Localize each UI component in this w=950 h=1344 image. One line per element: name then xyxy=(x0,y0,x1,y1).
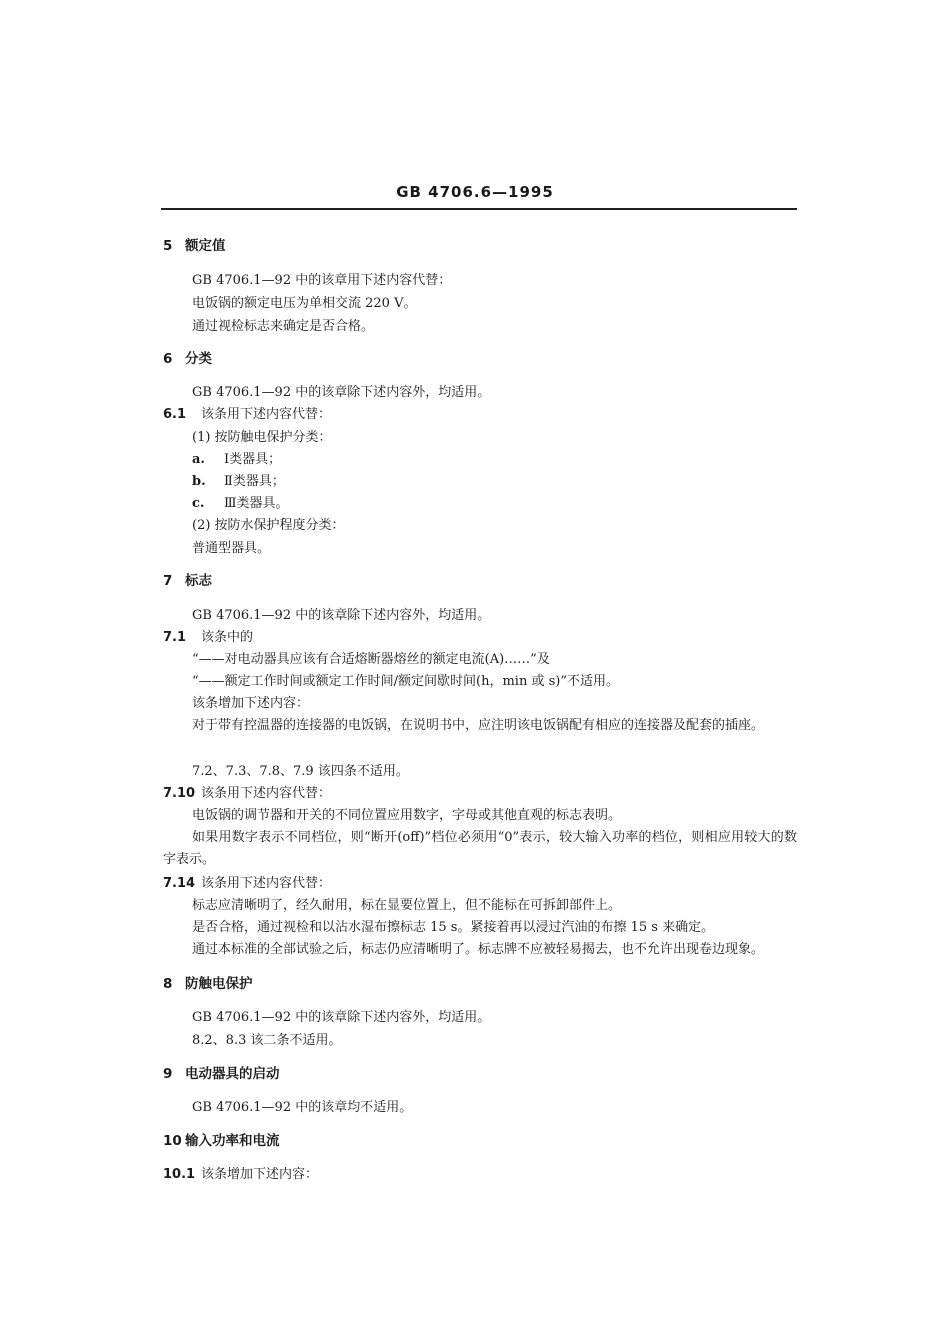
list-letter: c. xyxy=(192,496,205,511)
section-title: 防触电保护 xyxy=(185,976,253,992)
paragraph: GB 4706.1—92 中的该章用下述内容代替： xyxy=(192,273,452,288)
section-9-heading xyxy=(163,1066,280,1082)
section-5-heading xyxy=(163,238,226,254)
clause-text: 该条用下述内容代替： xyxy=(201,407,332,422)
header-rule xyxy=(161,208,797,210)
clause-10-1 xyxy=(163,1167,318,1183)
clause-text: 该条中的 xyxy=(201,630,254,645)
paragraph: 如果用数字表示不同档位，则“断开(off)”档位必须用“0”表示，较大输入功率的档位，则相应用较大的数字表示。 xyxy=(163,830,797,867)
section-6-heading xyxy=(163,351,212,367)
clause-text: 该条用下述内容代替： xyxy=(201,786,332,801)
clause-number: 10.1 xyxy=(163,1167,196,1182)
clause-number: 7.14 xyxy=(163,876,196,891)
section-title: 标志 xyxy=(185,573,212,589)
list-text: Ⅰ类器具； xyxy=(224,452,282,467)
paragraph: 该条增加下述内容： xyxy=(192,696,310,711)
clause-text: 该条用下述内容代替： xyxy=(201,876,332,891)
paragraph: GB 4706.1—92 中的该章除下述内容外，均适用。 xyxy=(192,1010,491,1025)
paragraph: 是否合格，通过视检和以沾水湿布擦标志 15 s。紧接着再以浸过汽油的布擦 15 s 来确定。 xyxy=(192,920,715,935)
clause-7-1 xyxy=(163,630,253,646)
paragraph: 对于带有控温器的连接器的电饭锅，在说明书中，应注明该电饭锅配有相应的连接器及配套的插座。 xyxy=(192,718,765,733)
section-number: 10 xyxy=(163,1133,182,1149)
paragraph: 8.2、8.3 该二条不适用。 xyxy=(192,1033,342,1048)
paragraph: 通过本标准的全部试验之后，标志仍应清晰明了。标志牌不应被轻易揭去，也不允许出现卷边现象。 xyxy=(192,942,765,957)
list-item xyxy=(192,496,289,512)
paragraph: 7.2、7.3、7.8、7.9 该四条不适用。 xyxy=(192,764,409,779)
paragraph: 通过视检标志来确定是否合格。 xyxy=(192,319,375,334)
paragraph: GB 4706.1—92 中的该章均不适用。 xyxy=(192,1100,413,1115)
section-title: 输入功率和电流 xyxy=(185,1133,280,1149)
section-number: 5 xyxy=(163,238,173,254)
list-item xyxy=(192,474,285,490)
section-title: 分类 xyxy=(185,351,212,367)
section-10-heading xyxy=(163,1133,280,1149)
page-header: GB 4706.6—1995 xyxy=(396,183,554,201)
list-item: 普通型器具。 xyxy=(192,541,271,556)
clause-number: 7.10 xyxy=(163,786,196,801)
section-7-heading xyxy=(163,573,212,589)
clause-7-14 xyxy=(163,876,331,892)
clause-7-10 xyxy=(163,786,331,802)
list-heading: (2) 按防水保护程度分类： xyxy=(192,518,345,533)
paragraph: GB 4706.1—92 中的该章除下述内容外，均适用。 xyxy=(192,608,491,623)
paragraph: 电饭锅的额定电压为单相交流 220 V。 xyxy=(192,296,417,311)
list-text: Ⅲ类器具。 xyxy=(224,496,289,511)
section-8-heading xyxy=(163,976,253,992)
section-number: 6 xyxy=(163,351,173,367)
section-number: 7 xyxy=(163,573,173,589)
clause-text: 该条增加下述内容： xyxy=(201,1167,319,1182)
clause-number: 7.1 xyxy=(163,630,187,645)
list-letter: a. xyxy=(192,452,205,467)
list-text: Ⅱ类器具； xyxy=(224,474,285,489)
paragraph: 标志应清晰明了，经久耐用，标在显要位置上，但不能标在可拆卸部件上。 xyxy=(192,898,622,913)
quoted-item: “——额定工作时间或额定工作时间/额定间歇时间(h，min 或 s)”不适用。 xyxy=(192,674,619,689)
list-heading: (1) 按防触电保护分类： xyxy=(192,430,332,445)
paragraph: GB 4706.1—92 中的该章除下述内容外，均适用。 xyxy=(192,385,491,400)
clause-6-1 xyxy=(163,407,331,423)
list-letter: b. xyxy=(192,474,206,489)
clause-number: 6.1 xyxy=(163,407,187,422)
section-number: 9 xyxy=(163,1066,173,1082)
list-item xyxy=(192,452,281,468)
section-number: 8 xyxy=(163,976,173,992)
quoted-item: “——对电动器具应该有合适熔断器熔丝的额定电流(A)……”及 xyxy=(192,652,550,667)
paragraph: 电饭锅的调节器和开关的不同位置应用数字，字母或其他直观的标志表明。 xyxy=(192,808,622,823)
section-title: 额定值 xyxy=(185,238,226,254)
section-title: 电动器具的启动 xyxy=(185,1066,280,1082)
